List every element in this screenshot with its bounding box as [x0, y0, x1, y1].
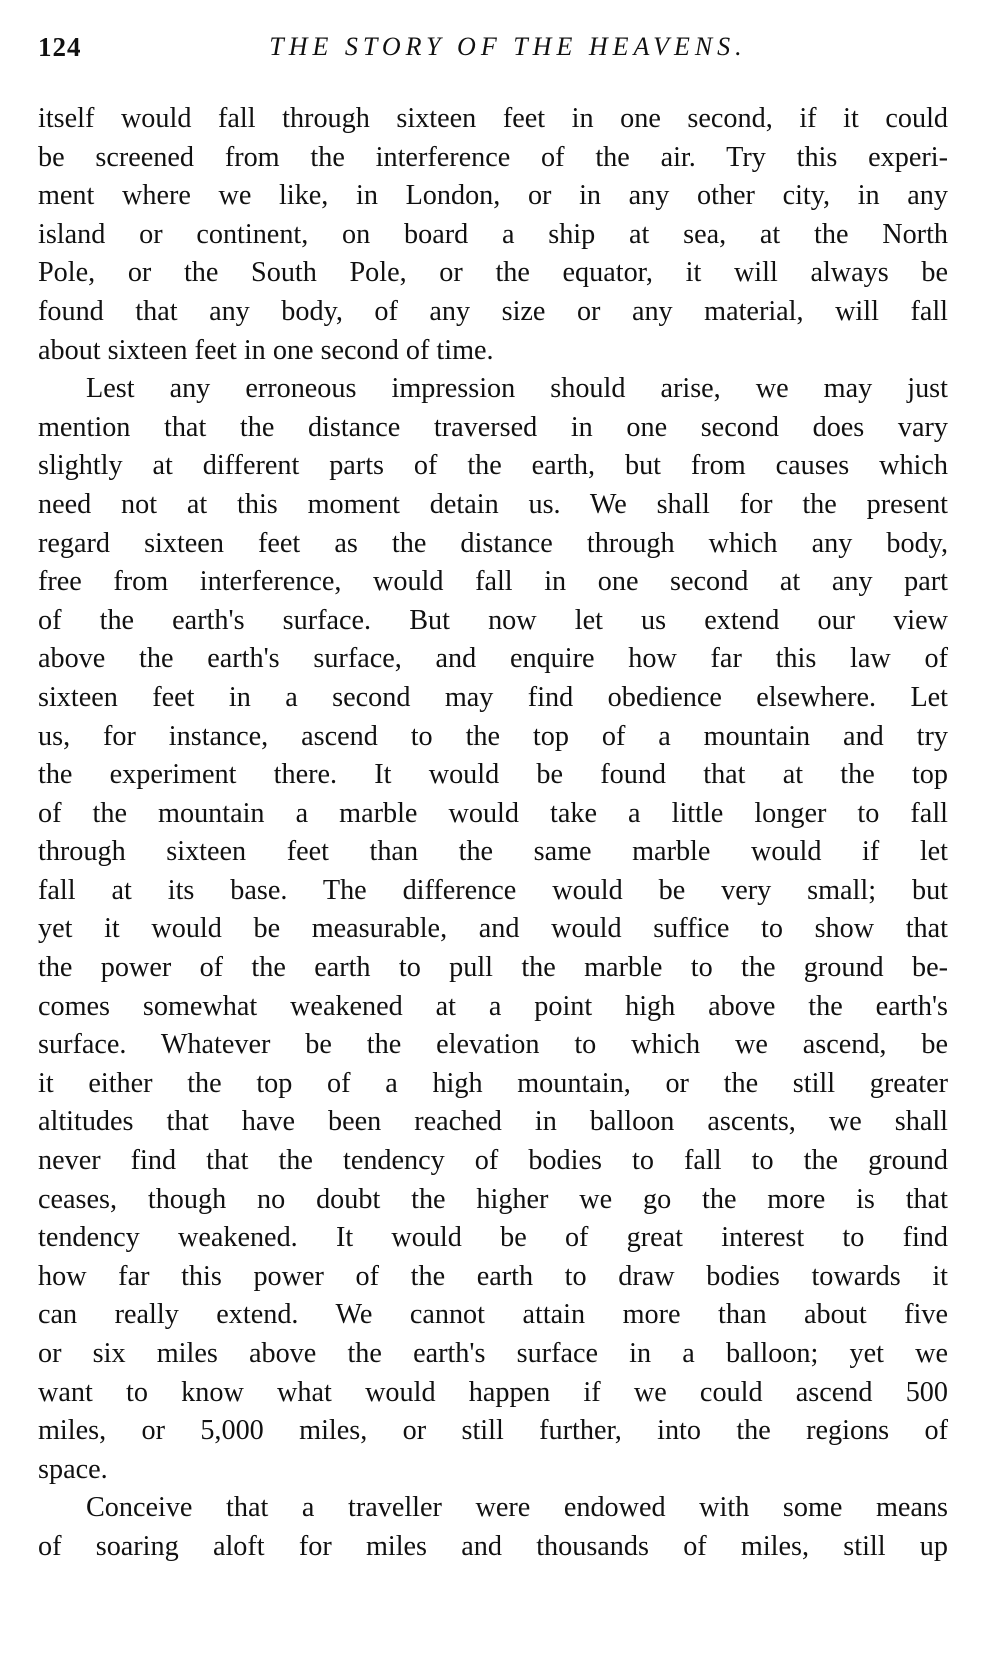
running-head	[38, 32, 948, 66]
text-line: us, for instance, ascend to the top of a mountain and try	[38, 720, 948, 752]
text-line: slightly at different parts of the earth, but from causes which	[38, 450, 948, 482]
text-line: yet it would be measurable, and would suffice to show that	[38, 913, 948, 945]
text-line: of the mountain a marble would take a little longer to fall	[38, 797, 948, 829]
body-text	[38, 100, 948, 1567]
text-line: regard sixteen feet as the distance through which any body,	[38, 527, 948, 559]
text-line: of the earth's surface. But now let us extend our view	[38, 604, 948, 636]
text-line: Conceive that a traveller were endowed with some means	[86, 1492, 948, 1524]
text-line: need not at this moment detain us. We shall for the present	[38, 488, 948, 520]
text-line: Pole, or the South Pole, or the equator, it will always be	[38, 257, 948, 289]
paragraph-3	[38, 1489, 948, 1566]
text-line: how far this power of the earth to draw bodies towards it	[38, 1260, 948, 1292]
text-line: fall at its base. The difference would be very small; but	[38, 874, 948, 906]
text-line: Lest any erroneous impression should arise, we may just	[86, 373, 948, 405]
text-line: sixteen feet in a second may find obedience elsewhere. Let	[38, 681, 948, 713]
text-line: the power of the earth to pull the marble to the ground be-	[38, 952, 948, 984]
text-line: above the earth's surface, and enquire how far this law of	[38, 643, 948, 675]
running-title: THE STORY OF THE HEAVENS.	[269, 32, 747, 61]
text-line: ceases, though no doubt the higher we go the more is that	[38, 1183, 948, 1215]
paragraph-1	[38, 100, 948, 370]
text-line: island or continent, on board a ship at sea, at the North	[38, 218, 948, 250]
text-line: never find that the tendency of bodies to fall to the ground	[38, 1145, 948, 1177]
text-line: free from interference, would fall in one second at any part	[38, 566, 948, 598]
text-line: itself would fall through sixteen feet in one second, if it could	[38, 103, 948, 134]
text-line: the experiment there. It would be found that at the top	[38, 759, 948, 791]
text-line: altitudes that have been reached in balloon ascents, we shall	[38, 1106, 948, 1138]
text-line: be screened from the interference of the air. Try this experi-	[38, 141, 948, 173]
text-line: can really extend. We cannot attain more than about five	[38, 1299, 948, 1331]
text-line: comes somewhat weakened at a point high above the earth's	[38, 990, 948, 1022]
text-line: through sixteen feet than the same marble would if let	[38, 836, 948, 868]
text-line: miles, or 5,000 miles, or still further, into the regions of	[38, 1415, 948, 1447]
text-line: ment where we like, in London, or in any other city, in any	[38, 180, 948, 212]
paragraph-2	[38, 370, 948, 1489]
text-line: space.	[38, 1453, 108, 1485]
text-line: surface. Whatever be the elevation to which we ascend, be	[38, 1029, 948, 1061]
text-line: tendency weakened. It would be of great interest to find	[38, 1222, 948, 1254]
text-line: it either the top of a high mountain, or the still greater	[38, 1067, 948, 1099]
text-line: want to know what would happen if we could ascend 500	[38, 1376, 948, 1408]
text-line: found that any body, of any size or any material, will fall	[38, 295, 948, 327]
text-line: mention that the distance traversed in one second does vary	[38, 411, 948, 443]
text-line: or six miles above the earth's surface in a balloon; yet we	[38, 1338, 948, 1369]
page-number: 124	[38, 32, 82, 62]
text-line: of soaring aloft for miles and thousands of miles, still up	[38, 1530, 948, 1562]
text-line: about sixteen feet in one second of time.	[38, 334, 494, 366]
